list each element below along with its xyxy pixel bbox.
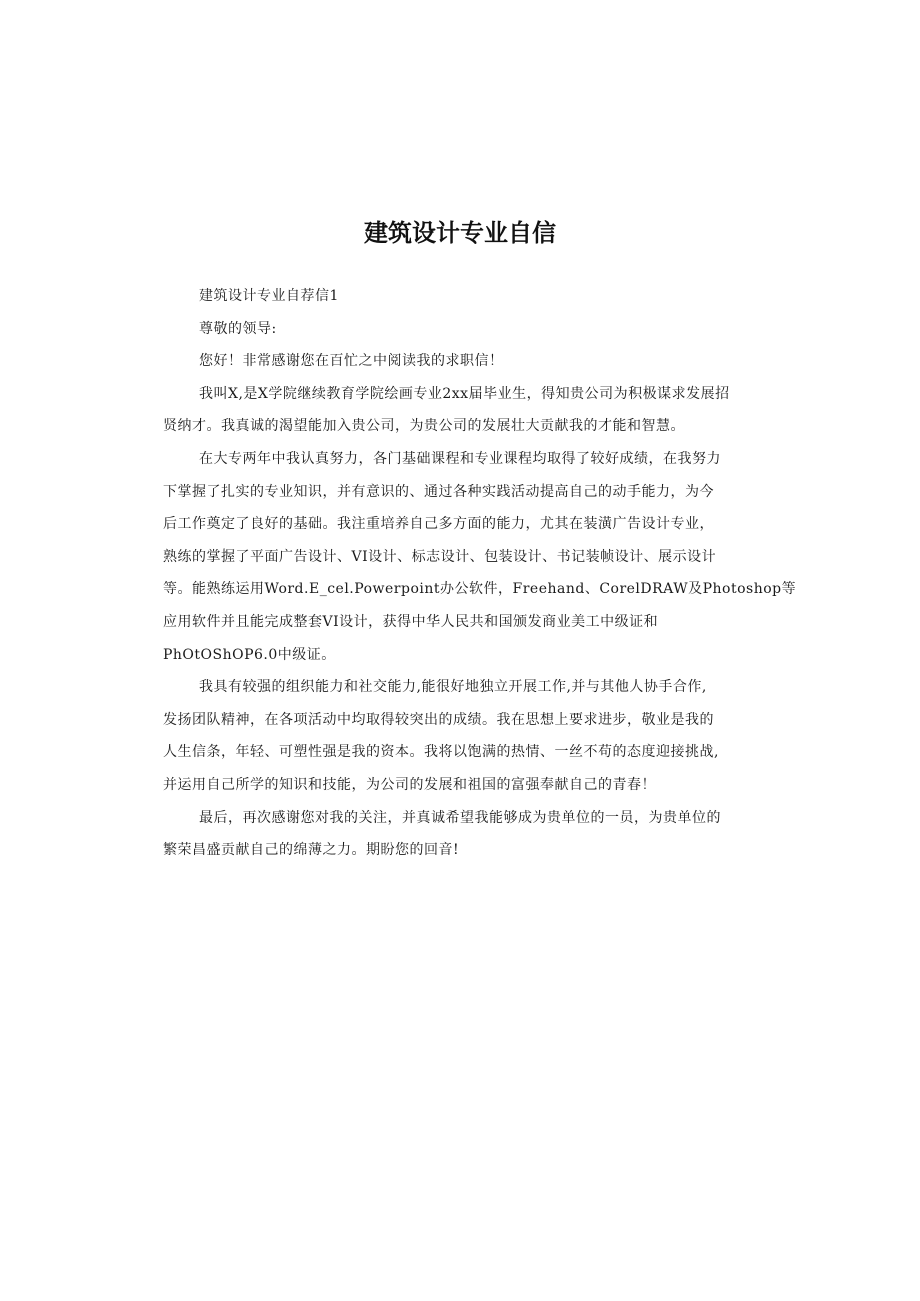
paragraph-study-line-1: 在大专两年中我认真努力，各门基础课程和专业课程均取得了较好成绩，在我努力 (199, 450, 721, 467)
paragraph-study-line-2: 下掌握了扎实的专业知识，并有意识的、通过各种实践活动提高自己的动手能力，为今 (163, 483, 714, 500)
salutation: 尊敬的领导: (199, 320, 277, 337)
paragraph-closing-line-2: 繁荣昌盛贡献自己的绵薄之力。期盼您的回音! (163, 842, 460, 859)
paragraph-ability-line-3: 人生信条，年轻、可塑性强是我的资本。我将以饱满的热情、一丝不苟的态度迎接挑战, (163, 744, 719, 761)
paragraph-study-line-4: 熟练的掌握了平面广告设计、VI设计、标志设计、包装设计、书记装帧设计、展示设计 (163, 548, 717, 565)
paragraph-ability-line-1: 我具有较强的组织能力和社交能力,能很好地独立开展工作,并与其他人协手合作, (199, 679, 707, 696)
paragraph-intro-line-1: 我叫X,是X学院继续教育学院绘画专业2xx届毕业生，得知贵公司为积极谋求发展招 (199, 385, 730, 402)
paragraph-study-line-6: 应用软件并且能完成整套VI设计，获得中华人民共和国颁发商业美工中级证和 (163, 613, 659, 630)
paragraph-ability-line-4: 并运用自己所学的知识和技能，为公司的发展和祖国的富强奉献自己的青春！ (163, 776, 656, 793)
paragraph-intro-line-2: 贤纳才。我真诚的渴望能加入贵公司，为贵公司的发展壮大贡献我的才能和智慧。 (163, 418, 685, 435)
paragraph-closing-line-1: 最后，再次感谢您对我的关注，并真诚希望我能够成为贵单位的一员，为贵单位的 (199, 809, 721, 826)
document-body (163, 280, 797, 867)
letter-heading: 建筑设计专业自荐信1 (199, 288, 339, 304)
paragraph-study-line-7: PhOtOShOP6.0中级证。 (163, 646, 336, 663)
paragraph-study-line-3: 后工作奠定了良好的基础。我注重培养自己多方面的能力，尤其在装潢广告设计专业， (163, 516, 714, 533)
document-title: 建筑设计专业自信 (364, 219, 556, 247)
paragraph-ability-line-2: 发扬团队精神，在各项活动中均取得较突出的成绩。我在思想上要求进步，敬业是我的 (163, 711, 714, 728)
greeting-line: 您好！非常感谢您在百忙之中阅读我的求职信！ (199, 353, 504, 370)
paragraph-study-line-5: 等。能熟练运用Word.E_cel.Powerpoint办公软件，Freehand、CorelDRAW及Photoshop等 (163, 581, 797, 598)
